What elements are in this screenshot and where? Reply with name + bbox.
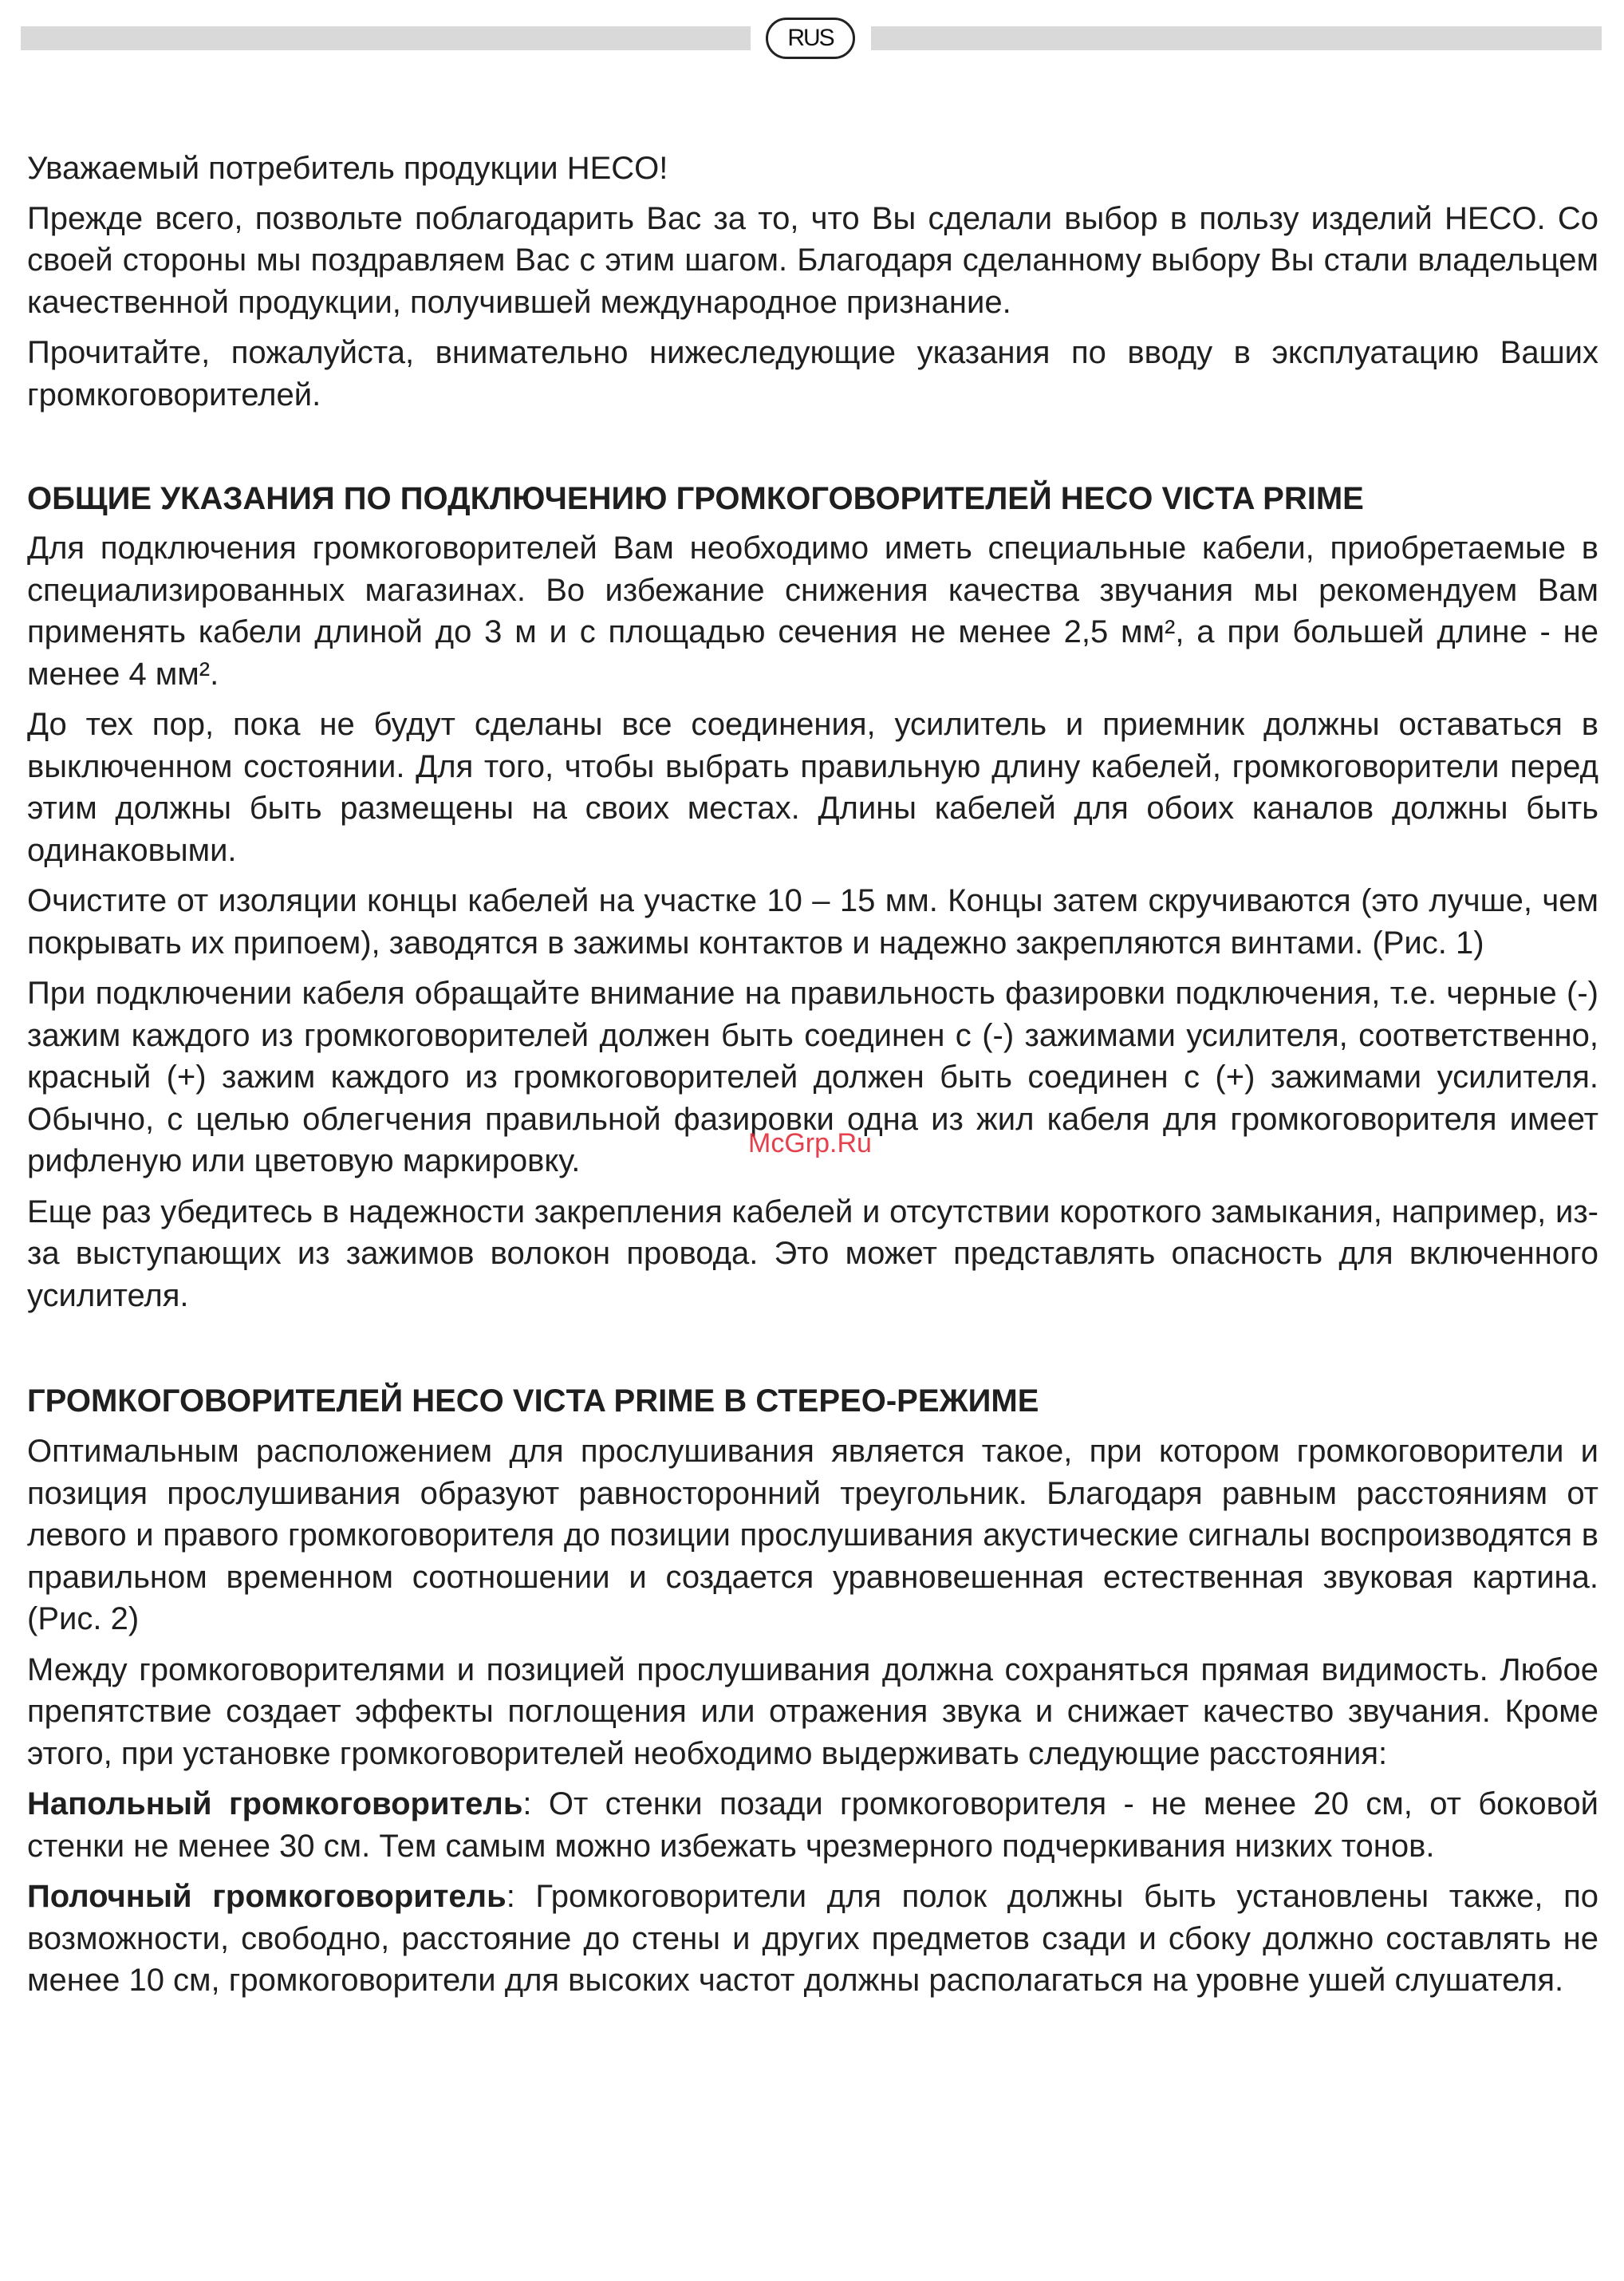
intro-paragraph: Прежде всего, позвольте поблагодарить Вас за то, что Вы сделали выбор в пользу изделий HECO. Со своей стороны мы поздравляем Вас с этим шагом. Благодаря сделанному выбору Вы стали владельцем качественной продукции, получившей международное признание.	[27, 200, 1598, 320]
document-body	[27, 148, 1598, 2011]
intro-paragraph: Прочитайте, пожалуйста, внимательно нижеследующие указания по вводу в эксплуатацию Ваших громкоговорителей.	[27, 335, 1598, 412]
section-heading-stereo: ГРОМКОГОВОРИТЕЛЕЙ HECO VICTA PRIME В СТЕРЕО-РЕЖИМЕ	[27, 1383, 1039, 1419]
page-header	[21, 18, 1602, 59]
section1-paragraph: До тех пор, пока не будут сделаны все соединения, усилитель и приемник должны оставаться в выключенном состоянии. Для того, чтобы выбрать правильную длину кабелей, громкоговорители перед этим должны быть размещены на своих местах. Длины кабелей для обоих каналов должны быть одинаковыми.	[27, 707, 1598, 868]
language-badge: RUS	[766, 18, 855, 59]
section1-paragraph: Очистите от изоляции концы кабелей на участке 10 – 15 мм. Концы затем скручиваются (это лучше, чем покрывать их припоем), заводятся в зажимы контактов и надежно закрепляются винтами. (Рис. 1)	[27, 883, 1598, 961]
watermark: McGrp.Ru	[748, 1128, 872, 1158]
section2-paragraph: Между громкоговорителями и позицией прослушивания должна сохраняться прямая видимость. Любое препятствие создает эффекты поглощения или отражения звука и снижает качество звучания. Кроме этого, при установке громкоговорителей необходимо выдерживать следующие расстояния:	[27, 1652, 1598, 1771]
header-bar-left	[21, 26, 751, 50]
header-bar-right	[871, 26, 1602, 50]
shelf-speaker-paragraph	[27, 1876, 1598, 2002]
floor-speaker-text: : От стенки позади громкоговорителя - не менее 20 см, от боковой стенки не менее 30 см. Тем самым можно избежать чрезмерного подчеркивания низких тонов.	[27, 1786, 1598, 1864]
floor-speaker-paragraph	[27, 1783, 1598, 1867]
section-heading-connection: ОБЩИЕ УКАЗАНИЯ ПО ПОДКЛЮЧЕНИЮ ГРОМКОГОВОРИТЕЛЕЙ HECO VICTA PRIME	[27, 481, 1364, 516]
section1-paragraph: Для подключения громкоговорителей Вам необходимо иметь специальные кабели, приобретаемые в специализированных магазинах. Во избежание снижения качества звучания мы рекомендуем Вам применять кабели длиной до 3 м и с площадью сечения не менее 2,5 мм², а при большей длине - не менее 4 мм².	[27, 531, 1598, 692]
floor-speaker-term: Напольный громкоговоритель	[27, 1786, 523, 1821]
shelf-speaker-text: : Громкоговорители для полок должны быть установлены также, по возможности, свободно, расстояние до стены и других предметов сзади и сбоку должно составлять не менее 10 см, громкоговорители для высоких частот должны располагаться на уровне ушей слушателя.	[27, 1879, 1598, 1998]
section1-paragraph: Еще раз убедитесь в надежности закрепления кабелей и отсутствии короткого замыкания, например, из-за выступающих из зажимов волокон провода. Это может представлять опасность для включенного усилителя.	[27, 1194, 1598, 1313]
section2-paragraph: Оптимальным расположением для прослушивания является такое, при котором громкоговорители и позиция прослушивания образуют равносторонний треугольник. Благодаря равным расстояниям от левого и правого громкоговорителя до позиции прослушивания акустические сигналы воспроизводятся в правильном временном соотношении и создается уравновешенная естественная звуковая картина. (Рис. 2)	[27, 1434, 1598, 1636]
shelf-speaker-term: Полочный громкоговоритель	[27, 1879, 507, 1914]
greeting: Уважаемый потребитель продукции HECO!	[27, 151, 668, 186]
section1-paragraph: При подключении кабеля обращайте внимание на правильность фазировки подключения, т.е. черные (-) зажим каждого из громкоговорителей должен быть соединен с (-) зажимами усилителя, соответственно, красный (+) зажим каждого из громкоговорителей должен быть соединен с (+) зажимами усилителя. Обычно, с целью облегчения правильной фазировки одна из жил кабеля для громкоговорителя имеет рифленую или цветовую маркировку.	[27, 976, 1598, 1178]
